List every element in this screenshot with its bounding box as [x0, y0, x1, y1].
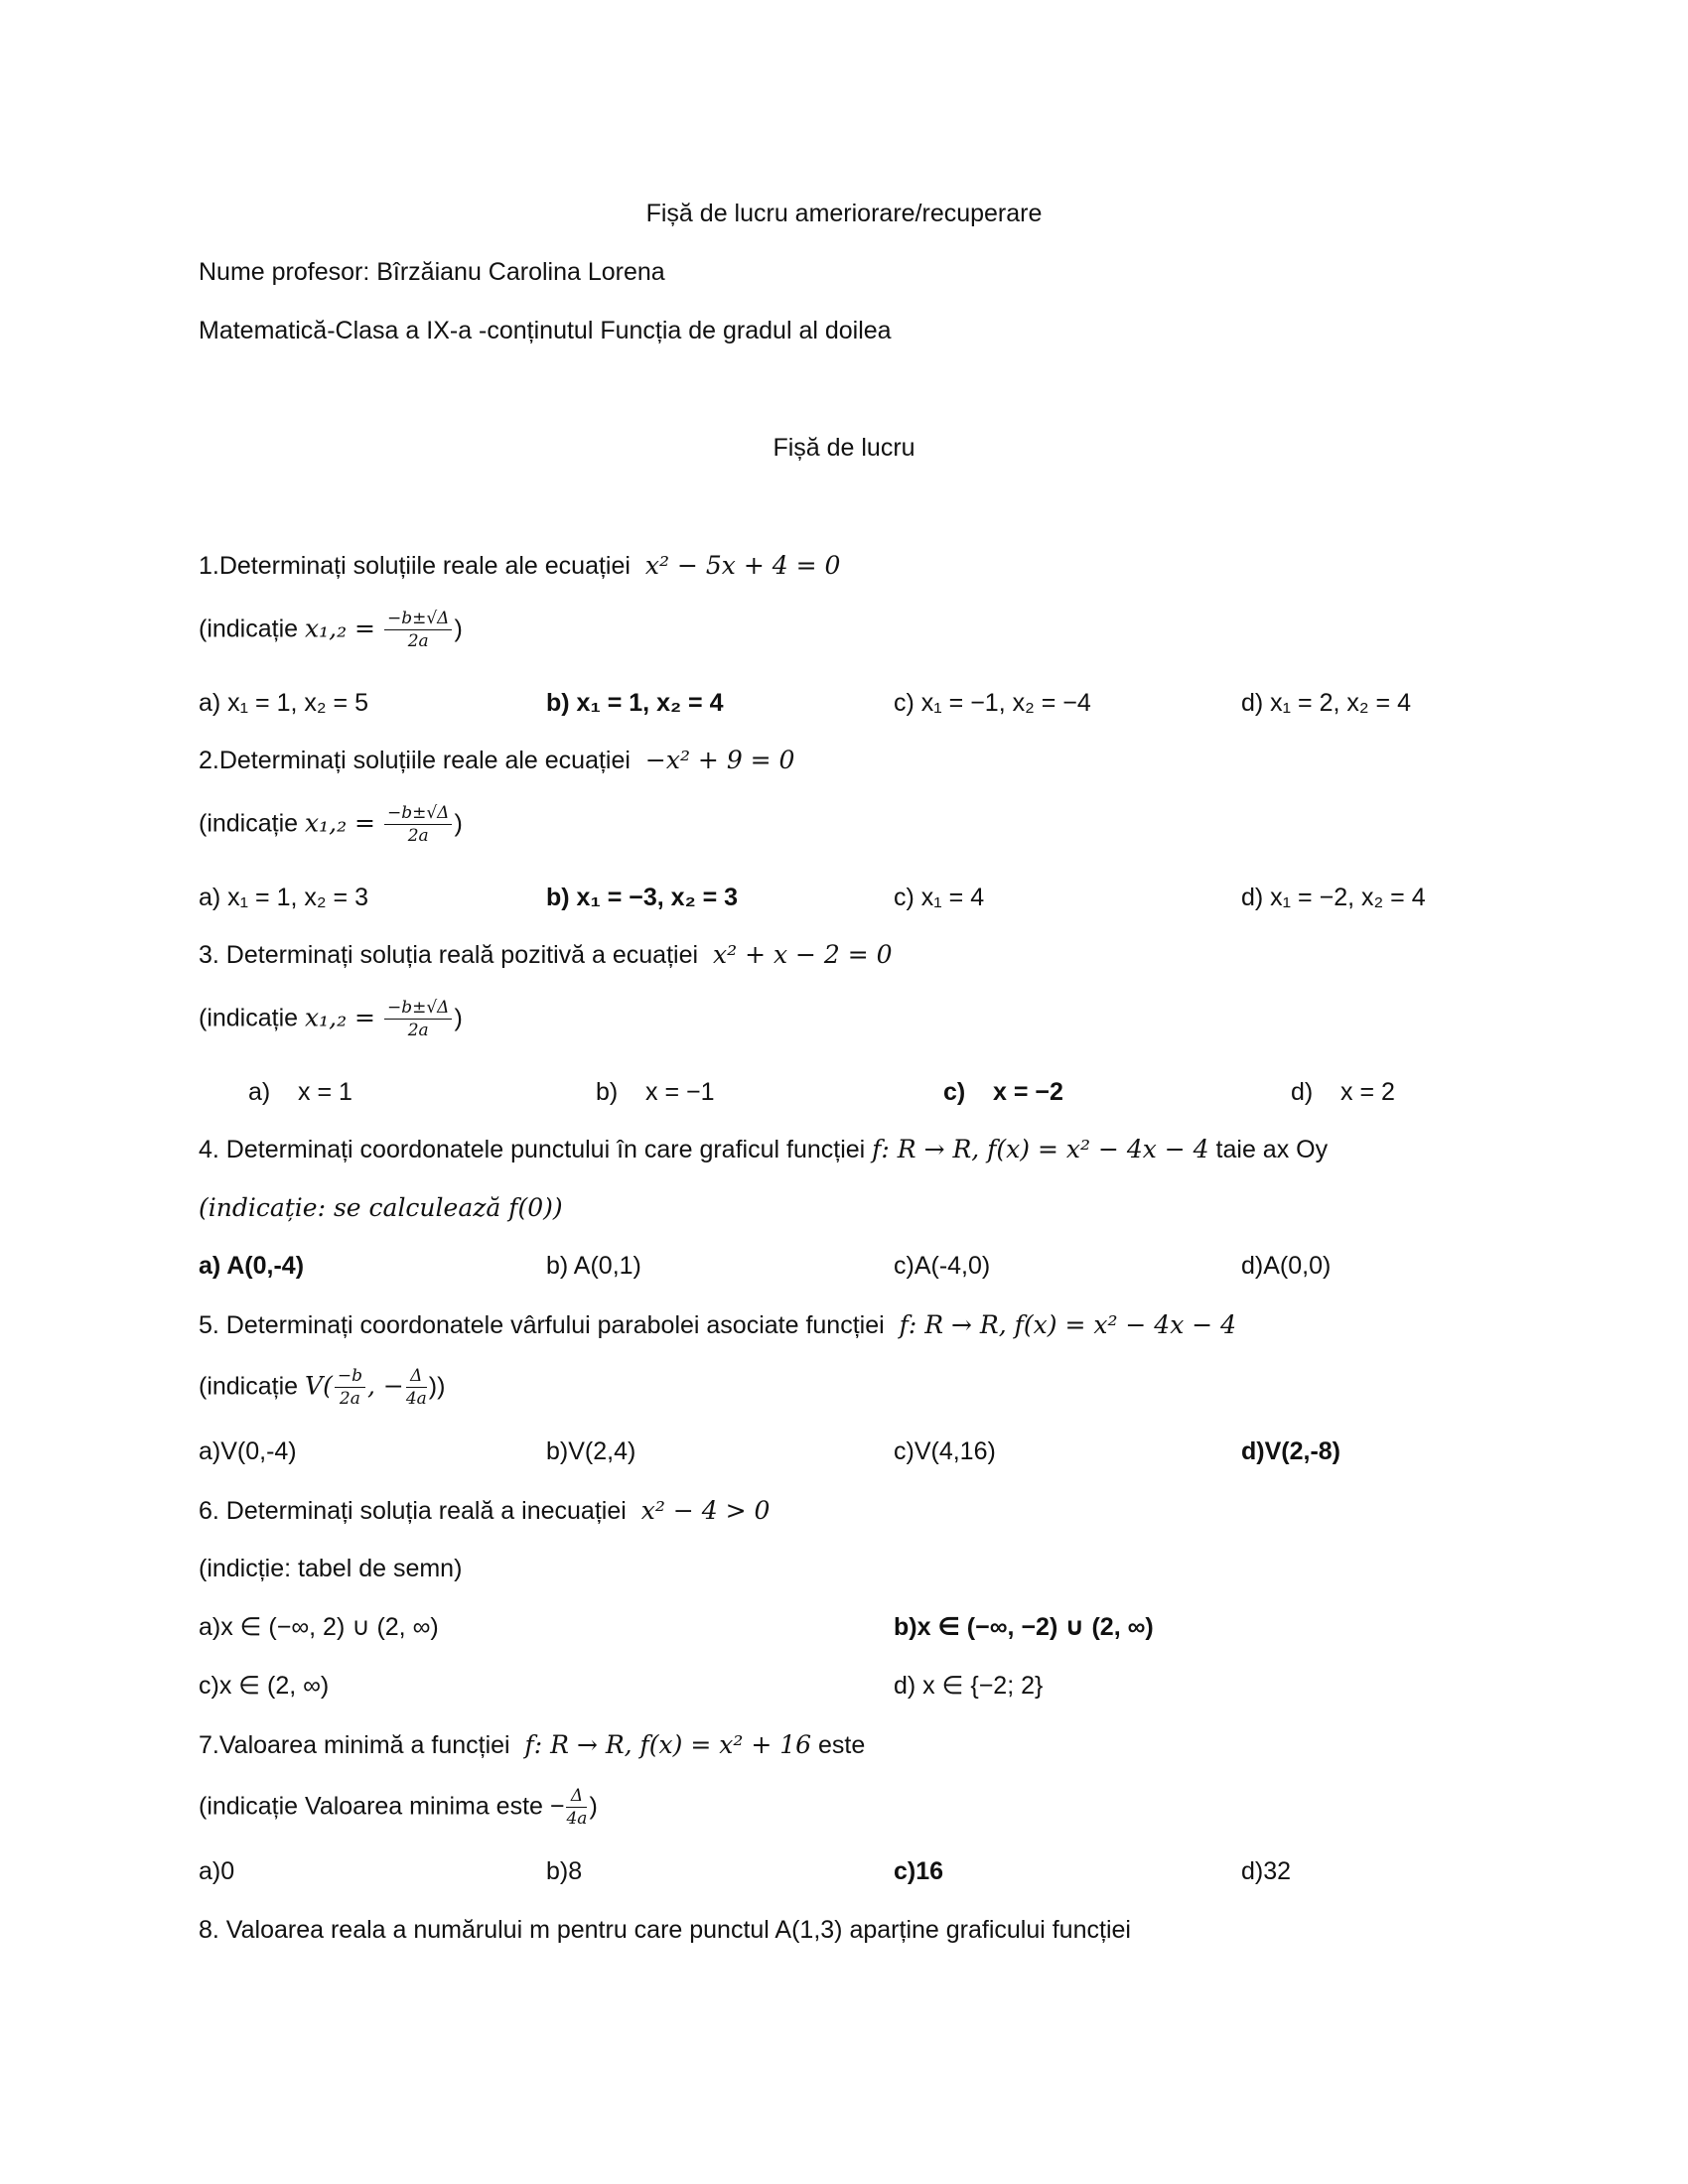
q2-option-b[interactable]: b) x₁ = −3, x₂ = 3 [546, 884, 739, 911]
question-6 [199, 1498, 770, 1524]
hint-label: (indicație [199, 809, 299, 838]
q5-option-b[interactable]: b)V(2,4) [546, 1437, 636, 1465]
q3-option-a[interactable]: a) x = 1 [248, 1078, 352, 1106]
question-6-inequation: x² − 4 > 0 [640, 1496, 771, 1525]
q4-option-d[interactable]: d)A(0,0) [1241, 1252, 1332, 1280]
q5-option-a[interactable]: a)V(0,-4) [199, 1437, 297, 1465]
q1-option-d[interactable]: d) x₁ = 2, x₂ = 4 [1241, 689, 1411, 717]
question-1-equation: x² − 5x + 4 = 0 [644, 551, 841, 580]
q1-option-a[interactable]: a) x₁ = 1, x₂ = 5 [199, 689, 368, 717]
q6-option-d[interactable]: d) x ∈ {−2; 2} [894, 1672, 1044, 1700]
question-3-equation: x² + x − 2 = 0 [713, 940, 893, 969]
hint-label: (indicație [199, 1004, 299, 1032]
fraction-denominator: 4a [566, 1808, 588, 1829]
teacher-name: Nume profesor: Bîrzăianu Carolina Lorena [199, 258, 665, 286]
hint-fraction [566, 1787, 587, 1828]
hint-fraction [384, 999, 452, 1039]
question-7-text: 7.Valoarea minimă a funcției [199, 1731, 510, 1759]
hint-fraction-y [406, 1367, 427, 1408]
question-4-function: f: R → R, f(x) = x² − 4x − 4 [872, 1135, 1209, 1163]
fraction-numerator: −b±√Δ [384, 804, 452, 825]
fraction-numerator: −b [335, 1367, 365, 1388]
q4-option-b[interactable]: b) A(0,1) [546, 1252, 641, 1280]
question-5-text: 5. Determinați coordonatele vârfului parabolei asociate funcției [199, 1311, 885, 1339]
q6-option-c[interactable]: c)x ∈ (2, ∞) [199, 1672, 330, 1700]
q7-option-a[interactable]: a)0 [199, 1857, 235, 1885]
q5-option-c[interactable]: c)V(4,16) [894, 1437, 996, 1465]
fraction-denominator: 4a [405, 1388, 427, 1409]
hint-expression: x₁,₂ = [305, 808, 375, 838]
vertex-symbol: V( [305, 1371, 333, 1401]
hint-fraction [384, 804, 452, 845]
question-4 [199, 1137, 1328, 1162]
question-4-tail: taie ax Oy [1215, 1136, 1329, 1163]
q7-option-c[interactable]: c)16 [894, 1857, 944, 1885]
question-7 [199, 1732, 865, 1758]
q6-option-a[interactable]: a)x ∈ (−∞, 2) ∪ (2, ∞) [199, 1613, 439, 1641]
fraction-denominator: 2a [339, 1388, 360, 1409]
question-7-function: f: R → R, f(x) = x² + 16 [524, 1730, 812, 1759]
q4-option-a[interactable]: a) A(0,-4) [199, 1252, 305, 1280]
question-2 [199, 748, 794, 773]
fraction-denominator: 2a [407, 630, 429, 651]
question-2-equation: −x² + 9 = 0 [644, 746, 795, 774]
q4-option-c[interactable]: c)A(-4,0) [894, 1252, 991, 1280]
q5-option-d[interactable]: d)V(2,-8) [1241, 1437, 1340, 1465]
question-3-hint: (indicație x₁,₂ = $\frac{-b\pm√\Delta}{2a}$ ) [199, 998, 463, 1040]
question-3 [199, 942, 893, 968]
question-5-function: f: R → R, f(x) = x² − 4x − 4 [899, 1310, 1237, 1339]
fraction-numerator: −b±√Δ [384, 610, 452, 630]
question-7-hint: (indicație Valoarea minima este − $\frac{\Delta}{4a}$ ) [199, 1786, 598, 1829]
question-6-text: 6. Determinați soluția reală a inecuației [199, 1497, 627, 1525]
question-1 [199, 553, 840, 579]
question-1-hint: (indicație x₁,₂ = $\frac{-b\pm√\Delta}{2a}$ ) [199, 609, 463, 651]
q1-option-b[interactable]: b) x₁ = 1, x₂ = 4 [546, 689, 724, 717]
q2-option-c[interactable]: c) x₁ = 4 [894, 884, 985, 911]
worksheet-subtitle: Fișă de lucru [773, 434, 915, 462]
q1-option-c[interactable]: c) x₁ = −1, x₂ = −4 [894, 689, 1091, 717]
q7-option-b[interactable]: b)8 [546, 1857, 583, 1885]
question-7-tail: este [817, 1731, 866, 1759]
question-1-text: 1.Determinați soluțiile reale ale ecuației [199, 552, 631, 580]
subject-line: Matematică-Clasa a IX-a -conținutul Funcția de gradul al doilea [199, 317, 892, 344]
worksheet-title: Fișă de lucru ameriorare/recuperare [645, 200, 1043, 227]
question-6-hint: (indicție: tabel de semn) [199, 1555, 463, 1582]
question-5 [199, 1312, 1236, 1338]
hint-expression: x₁,₂ = [305, 1003, 375, 1032]
fraction-numerator: Δ [566, 1787, 587, 1808]
hint-label: (indicație [199, 1372, 299, 1401]
hint-fraction-x [335, 1367, 365, 1408]
hint-fraction [384, 610, 452, 650]
question-4-text: 4. Determinați coordonatele punctului în care graficul funcției [199, 1136, 866, 1163]
hint-label: (indicație Valoarea minima este − [199, 1792, 565, 1821]
question-5-hint: (indicație V( $\frac{-b}{2a}$ , − $\frac{\Delta}{4a}$ )) [199, 1366, 446, 1409]
question-8: 8. Valoarea reala a numărului m pentru care punctul A(1,3) aparține graficului funcției [199, 1916, 1131, 1944]
q7-option-d[interactable]: d)32 [1241, 1857, 1292, 1885]
fraction-denominator: 2a [407, 1020, 429, 1040]
question-2-text: 2.Determinați soluțiile reale ale ecuației [199, 747, 631, 774]
q2-option-a[interactable]: a) x₁ = 1, x₂ = 3 [199, 884, 368, 911]
fraction-numerator: Δ [406, 1367, 427, 1388]
question-4-hint: (indicație: se calculează f(0)) [199, 1193, 563, 1222]
fraction-numerator: −b±√Δ [384, 999, 452, 1020]
hint-label: (indicație [199, 614, 299, 643]
q2-option-d[interactable]: d) x₁ = −2, x₂ = 4 [1241, 884, 1426, 911]
question-3-text: 3. Determinați soluția reală pozitivă a ecuației [199, 941, 699, 969]
hint-expression: x₁,₂ = [305, 614, 375, 643]
q6-option-b[interactable]: b)x ∈ (−∞, −2) ∪ (2, ∞) [894, 1613, 1154, 1641]
q3-option-c[interactable]: c) x = −2 [943, 1078, 1063, 1106]
question-2-hint: (indicație x₁,₂ = $\frac{-b\pm√\Delta}{2a}$ ) [199, 803, 463, 846]
q3-option-b[interactable]: b) x = −1 [596, 1078, 715, 1106]
fraction-denominator: 2a [407, 825, 429, 846]
q3-option-d[interactable]: d) x = 2 [1291, 1078, 1395, 1106]
